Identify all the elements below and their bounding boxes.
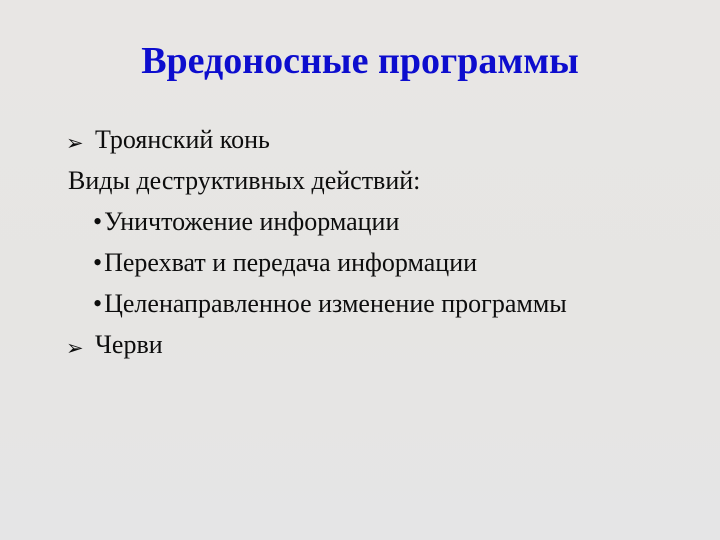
- bullet-item: [66, 330, 690, 371]
- slide-title: Вредоносные программы: [141, 40, 579, 82]
- dot-bullet-icon: •: [93, 289, 103, 318]
- bullet-item: [93, 207, 690, 248]
- bullet-text: Троянский конь: [95, 125, 270, 154]
- bullet-item: [66, 125, 690, 166]
- bullet-text: Целенаправленное изменение программы: [104, 289, 567, 318]
- dot-bullet-icon: •: [93, 248, 103, 277]
- bullet-text: Виды деструктивных действий:: [68, 166, 421, 195]
- bullet-text: Уничтожение информации: [104, 207, 400, 236]
- bullet-text: Перехват и передача информации: [104, 248, 478, 277]
- bullet-item: [93, 289, 690, 330]
- bullet-text: Черви: [95, 330, 163, 359]
- dot-bullet-icon: •: [93, 207, 103, 236]
- arrow-bullet-icon: ➢: [66, 335, 84, 360]
- bullet-item: [93, 248, 690, 289]
- bullet-item: [68, 166, 690, 207]
- bullet-list: [66, 125, 690, 371]
- arrow-bullet-icon: ➢: [66, 130, 84, 155]
